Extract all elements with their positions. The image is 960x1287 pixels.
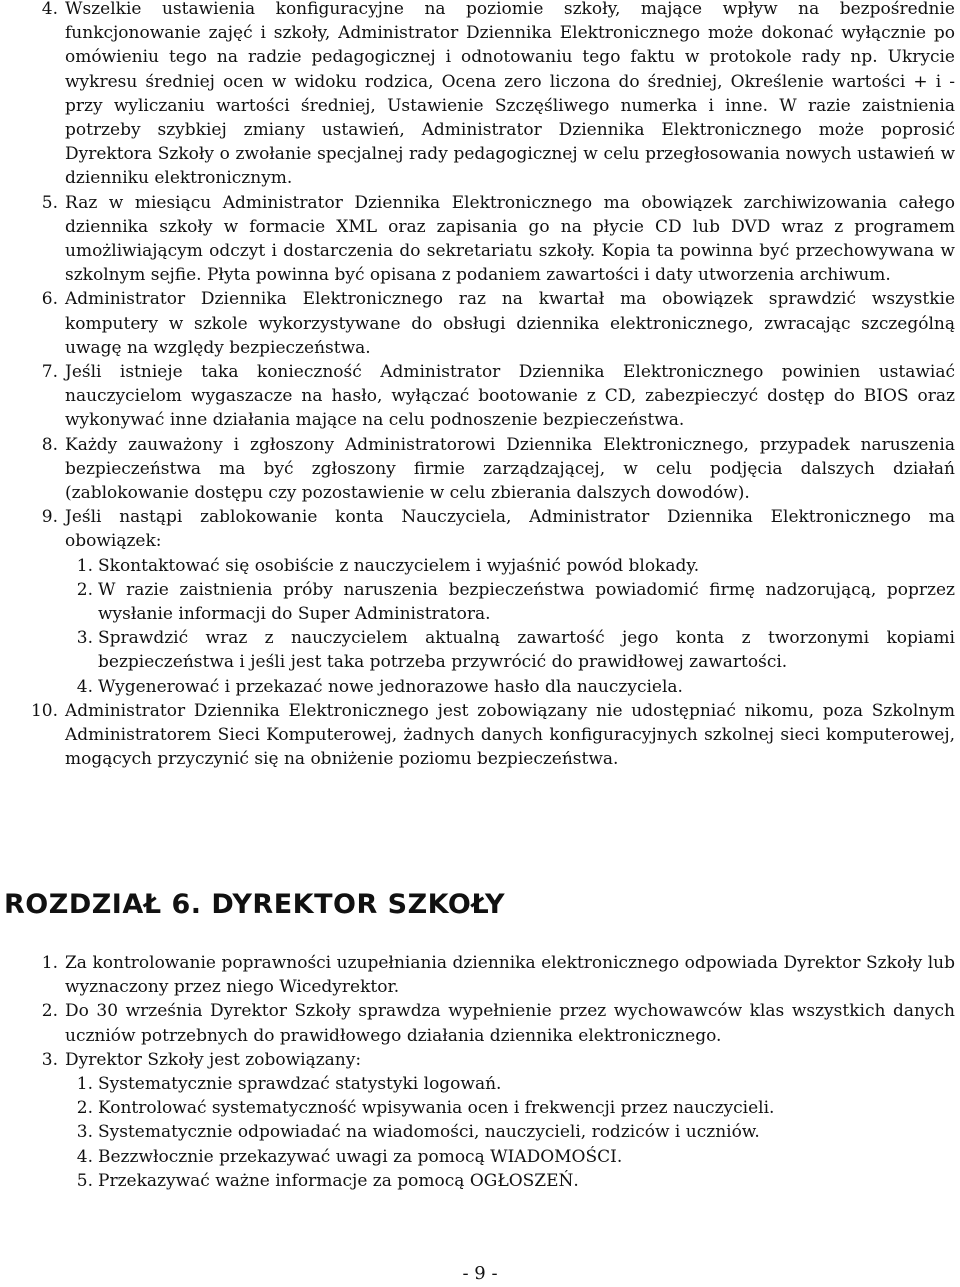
sub-item-number: 5. [76,1170,93,1191]
sub-item-number: 1. [76,555,93,576]
list-item-6 [0,287,960,360]
sub-item-number: 4. [76,1146,93,1167]
sub-item-number: 1. [76,1074,93,1095]
list-item-7 [0,360,960,433]
sub-item-text: W razie zaistnienia próby naruszenia bezpieczeństwa powiadomić firmę nadzorującą, poprzez wysłanie informacji do Super Administratora. [98,579,955,625]
list-item-1 [0,951,960,999]
sub-item-3 [65,626,955,674]
sub-item-text: Wygenerować i przekazać nowe jednorazowe hasło dla nauczyciela. [98,676,683,697]
sub-item-text: Przekazywać ważne informacje za pomocą OGŁOSZEŃ. [98,1170,579,1191]
item-text: Administrator Dziennika Elektronicznego raz na kwartał ma obowiązek sprawdzić wszystkie komputery w szkole wykorzystywane do obsługi dziennika elektronicznego, zwracając szczególną uwagę na względy bezpieczeństwa. [65,289,955,358]
sub-item-2 [65,578,955,626]
item-number: 10. [30,700,58,721]
item-number: 1. [41,953,58,973]
chapter-6-list [0,951,960,1193]
item-text: Za kontrolowanie poprawności uzupełniania dziennika elektronicznego odpowiada Dyrektor Szkoły lub wyznaczony przez niego Wicedyrektor. [65,953,955,998]
sub-item-4 [65,1145,955,1169]
item-text: Jeśli nastąpi zablokowanie konta Nauczyciela, Administrator Dziennika Elektronicznego ma obowiązek: [65,507,955,552]
sub-item-text: Sprawdzić wraz z nauczycielem aktualną zawartość jego konta z tworzonymi kopiami bezpieczeństwa i jeśli jest taka potrzeba przywrócić do prawidłowej zawartości. [98,628,955,673]
sub-item-number: 2. [76,579,93,600]
item-number: 2. [41,1001,58,1022]
item-text: Administrator Dziennika Elektronicznego jest zobowiązany nie udostępniać nikomu, poza Szkolnym Administratorem Sieci Komputerowej, żadnych danych konfiguracyjnych szkolnej sieci komputerowej, mogących przyczynić się na obniżenie poziomu bezpieczeństwa. [65,700,955,770]
list-item-3 [0,1048,960,1193]
sub-item-text: Skontaktować się osobiście z nauczycielem i wyjaśnić powód blokady. [98,555,700,576]
item-number: 7. [41,362,58,383]
sub-item-4 [65,675,955,699]
list-item-4 [0,0,960,191]
sub-item-3 [65,1120,955,1144]
item-text: Raz w miesiącu Administrator Dziennika Elektronicznego ma obowiązek zarchiwizowania całego dziennika szkoły w formacie XML oraz zapisania go na płycie CD lub DVD wraz z programem umożliwiającym odczyt i dostarczenia do sekretariatu szkoły. Kopia ta powinna być przechowywana w szkolnym sejfie. Płyta powinna być opisana z podaniem zawartości i daty utworzenia archiwum. [65,192,955,286]
item-number: 6. [41,289,58,310]
sub-item-2 [65,1096,955,1120]
sub-item-text: Systematycznie sprawdzać statystyki logowań. [98,1074,502,1095]
item-text: Dyrektor Szkoły jest zobowiązany: [65,1049,362,1070]
chapter-heading: ROZDZIAŁ 6. DYREKTOR SZKOŁY [4,889,506,920]
sub-item-5 [65,1169,955,1193]
item-text: Jeśli istnieje taka konieczność Administrator Dziennika Elektronicznego powinien ustawiać nauczycielom wygaszacze na hasło, wyłączać bootowanie z CD, zabezpieczyć dostęp do BIOS oraz wykonywać inne działania mające na celu podnoszenie bezpieczeństwa. [65,362,955,431]
item-number: 9. [41,507,58,528]
item-9-sublist [65,554,955,699]
sub-item-1 [65,554,955,578]
item-3-sublist [65,1072,955,1193]
item-text: Każdy zauważony i zgłoszony Administratorowi Dziennika Elektronicznego, przypadek naruszenia bezpieczeństwa ma być zgłoszony firmie zarządzającej, w celu podjęcia dalszych działań (zablokowanie dostępu czy pozostawienie w celu zbierania dalszych dowodów). [65,434,955,504]
sub-item-text: Kontrolować systematyczność wpisywania ocen i frekwencji przez nauczycieli. [98,1098,775,1119]
sub-item-text: Systematycznie odpowiadać na wiadomości, nauczycieli, rodziców i uczniów. [98,1122,760,1143]
item-number: 3. [41,1049,58,1070]
sub-item-text: Bezzwłocznie przekazywać uwagi za pomocą WIADOMOŚCI. [98,1146,623,1167]
item-text: Wszelkie ustawienia konfiguracyjne na poziomie szkoły, mające wpływ na bezpośrednie funkcjonowanie zajęć i szkoły, Administrator Dziennika Elektronicznego może dokonać wyłącznie po omówieniu tego na radzie pedagogicznej i odnotowaniu tego faktu w protokole rady np. Ukrycie wykresu średniej ocen w widoku rodzica, Ocena zero liczona do średniej, Określenie wartości + i - przy wyliczaniu wartości średniej, Ustawienie Szczęśliwego numerka i inne. W razie zaistnienia potrzeby szybkiej zmiany ustawień, Administrator Dziennika Elektronicznego może poprosić Dyrektora Szkoły o zwołanie specjalnej rady pedagogicznej w celu przegłosowania nowych ustawień w dzienniku elektronicznym. [65,0,955,189]
item-number: 8. [41,434,58,455]
page-number: - 9 - [462,1263,498,1284]
list-item-5 [0,191,960,288]
sub-item-number: 3. [76,628,93,649]
sub-item-number: 3. [76,1122,93,1143]
item-text: Do 30 września Dyrektor Szkoły sprawdza wypełnienie przez wychowawców klas wszystkich danych uczniów potrzebnych do prawidłowego działania dziennika elektronicznego. [65,1001,955,1046]
sub-item-1 [65,1072,955,1096]
list-item-8 [0,433,960,506]
list-item-9 [0,505,960,699]
list-item-10 [0,699,960,772]
list-item-2 [0,999,960,1047]
item-number: 4. [41,0,58,19]
item-number: 5. [41,192,58,213]
sub-item-number: 2. [76,1098,93,1119]
sub-item-number: 4. [76,676,93,697]
